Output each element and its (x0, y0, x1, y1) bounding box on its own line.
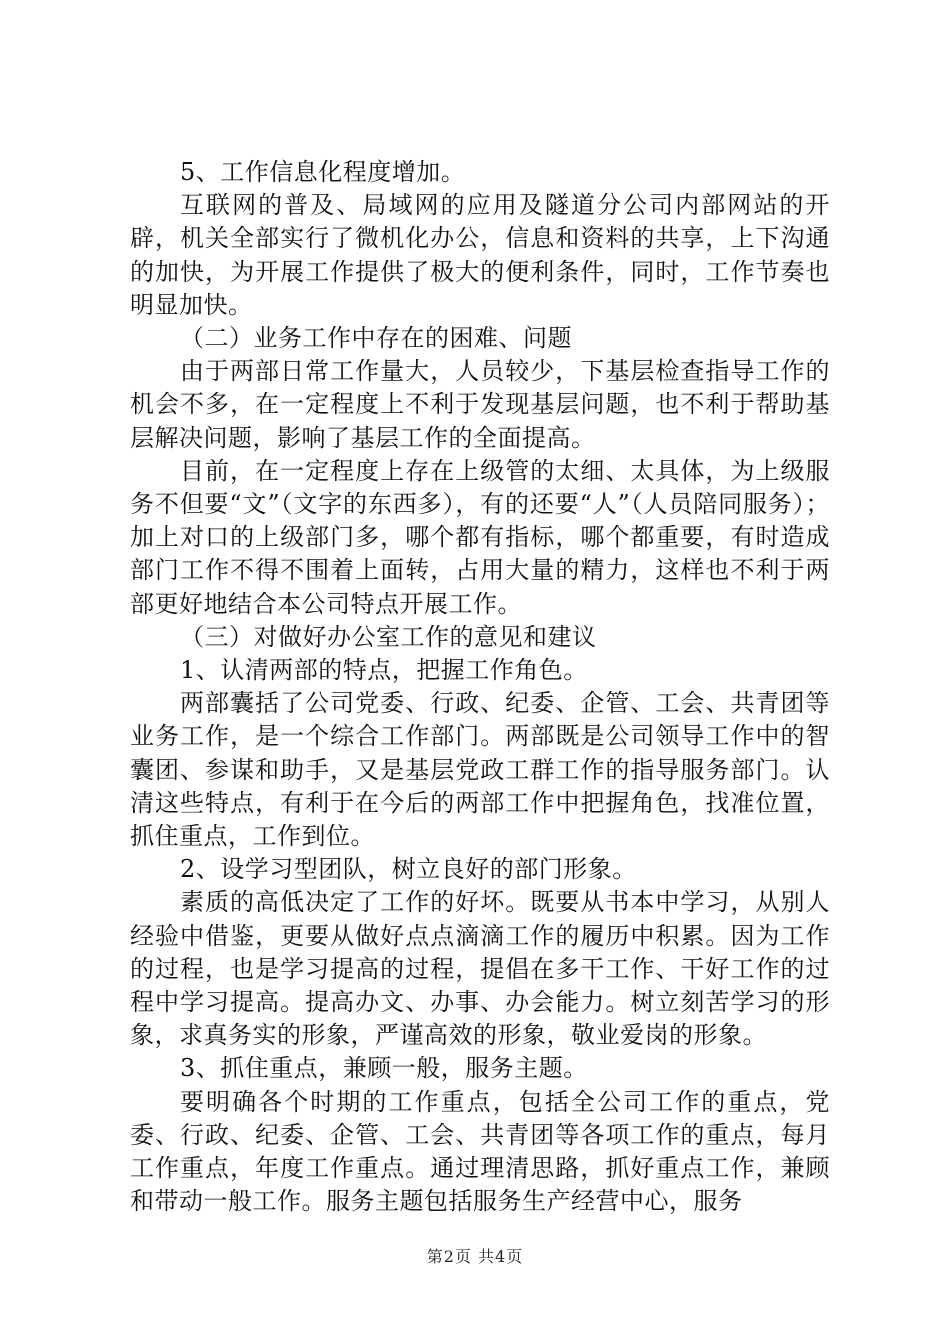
document-body (130, 156, 830, 1219)
paragraph-key-points: 要明确各个时期的工作重点，包括全公司工作的重点，党委、行政、纪委、企管、工会、共青团等各项工作的重点，每月工作重点，年度工作重点。通过理清思路，抓好重点工作，兼顾和带动一般工作。服务主题包括服务生产经营中心，服务 (130, 1087, 830, 1216)
section-heading-problems: （二）业务工作中存在的困难、问题 (180, 324, 572, 353)
paragraph-item-2-heading: 2、设学习型团队，树立良好的部门形象。 (180, 855, 637, 884)
paragraph-learning-team: 素质的高低决定了工作的好坏。既要从书本中学习，从别人经验中借鉴，更要从做好点点滴滴工作的履历中积累。因为工作的过程，也是学习提高的过程，提倡在多干工作、干好工作的过程中学习提高。提高办文、办事、办会能力。树立刻苦学习的形象，求真务实的形象，严谨高效的形象，敬业爱岗的形象。 (130, 888, 830, 1050)
paragraph-item-5-heading: 5、工作信息化程度增加。 (180, 158, 466, 186)
paragraph-informatization: 互联网的普及、局域网的应用及隧道分公司内部网站的开辟，机关全部实行了微机化办公，信息和资料的共享，上下沟通的加快，为开展工作提供了极大的便利条件，同时，工作节奏也明显加快。 (130, 191, 830, 319)
paragraph-item-1-heading: 1、认清两部的特点，把握工作角色。 (180, 656, 588, 685)
paragraph-superior-management: 目前，在一定程度上存在上级管的太细、太具体，为上级服务不但要“文”（文字的东西多），有的还要“人”（人员陪同服务）；加上对口的上级部门多，哪个都有指标，哪个都重要，有时造成部门工作不得不围着上面转，占用大量的精力，这样也不利于两部更好地结合本公司特点开展工作。 (130, 456, 830, 618)
paragraph-department-role: 两部囊括了公司党委、行政、纪委、企管、工会、共青团等业务工作，是一个综合工作部门。两部既是公司领导工作中的智囊团、参谋和助手，又是基层党政工群工作的指导服务部门。认清这些特点，有利于在今后的两部工作中把握角色，找准位置，抓住重点，工作到位。 (130, 689, 830, 851)
page-number-footer: 第2页 共4页 (426, 1247, 524, 1266)
paragraph-item-3-heading: 3、抓住重点，兼顾一般，服务主题。 (180, 1054, 588, 1083)
section-heading-suggestions: （三）对做好办公室工作的意见和建议 (180, 622, 597, 651)
paragraph-workload: 由于两部日常工作量大，人员较少，下基层检查指导工作的机会不多，在一定程度上不利于发现基层问题，也不利于帮助基层解决问题，影响了基层工作的全面提高。 (130, 357, 830, 452)
